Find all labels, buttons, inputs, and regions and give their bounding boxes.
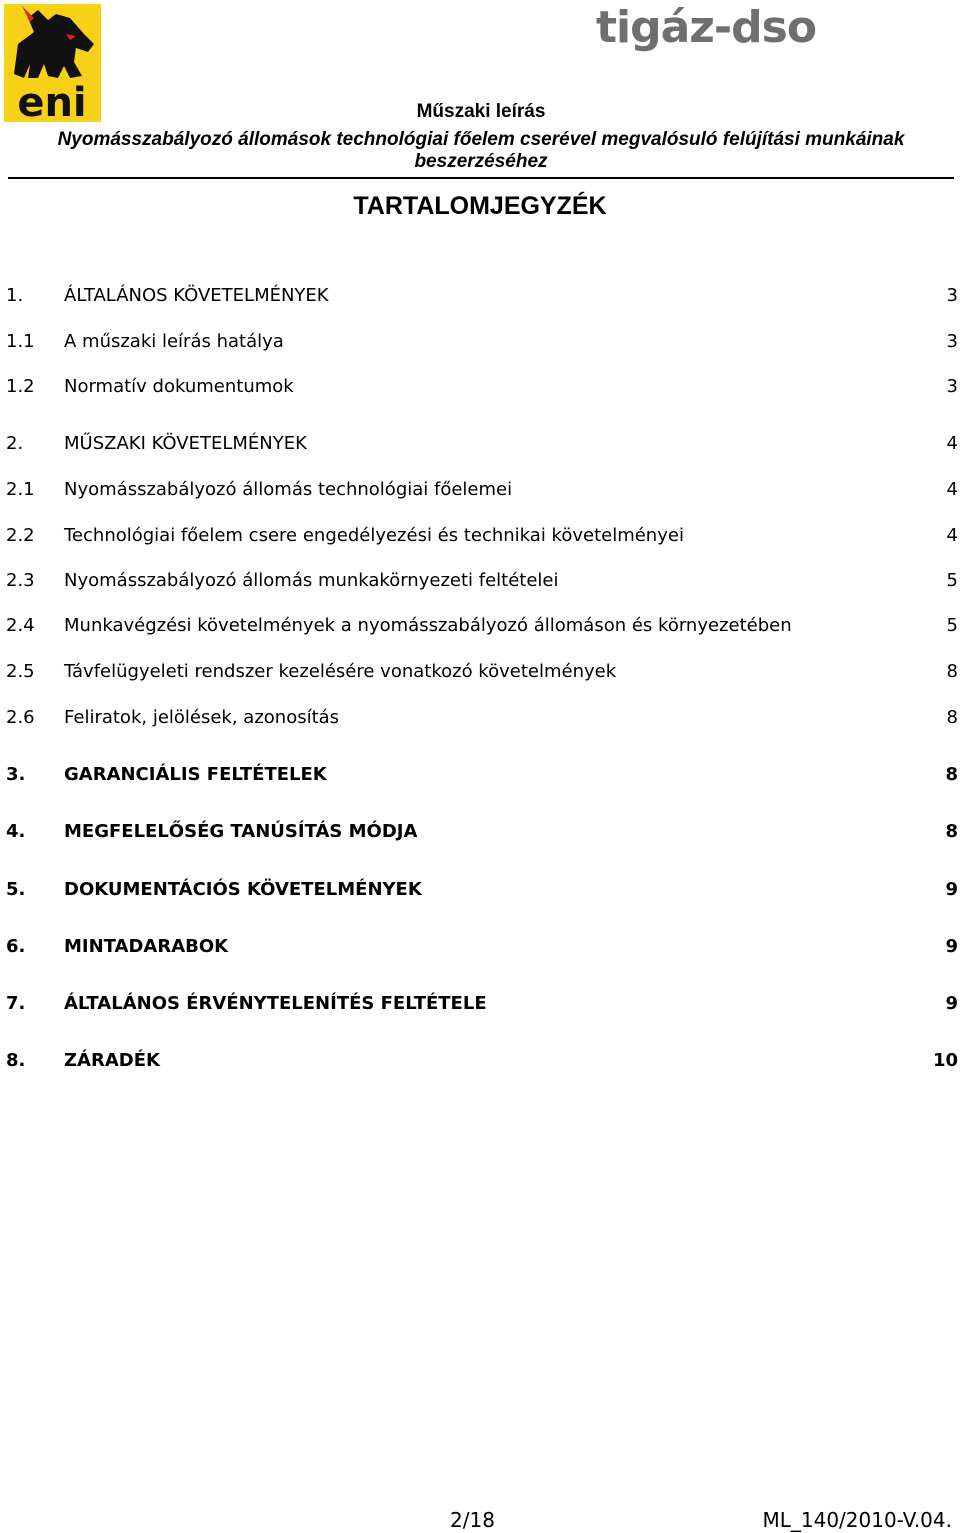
toc-entry[interactable] xyxy=(6,432,958,456)
toc-entry-page: 9 xyxy=(945,879,958,900)
toc-entry-page: 4 xyxy=(946,433,958,454)
toc-entry-page: 9 xyxy=(945,936,958,957)
doc-header-subtitle-line2: beszerzéséhez xyxy=(414,151,548,172)
toc-entry-page: 8 xyxy=(946,707,958,728)
toc-entry[interactable] xyxy=(6,478,958,502)
doc-header-subtitle xyxy=(8,129,954,173)
toc-entry-number: 2.3 xyxy=(6,570,35,591)
toc-entry-number: 1. xyxy=(6,285,24,306)
toc-entry-page: 8 xyxy=(946,661,958,682)
toc-entry-number: 6. xyxy=(6,936,26,957)
toc-entry-title: ÁLTALÁNOS KÖVETELMÉNYEK xyxy=(64,285,329,306)
toc-entry-title: Nyomásszabályozó állomás munkakörnyezeti feltételei xyxy=(64,570,559,591)
toc-entry-title: Feliratok, jelölések, azonosítás xyxy=(64,707,340,728)
toc-entry-title: MEGFELELŐSÉG TANÚSÍTÁS MÓDJA xyxy=(64,821,418,842)
toc-entry[interactable] xyxy=(6,992,958,1016)
toc-entry-title: Technológiai főelem csere engedélyezési és technikai követelményei xyxy=(64,525,684,546)
toc-entry-page: 4 xyxy=(946,479,958,500)
toc-entry-page: 3 xyxy=(946,376,958,397)
toc-entry-title: Munkavégzési követelmények a nyomásszabályozó állomáson és környezetében xyxy=(64,615,792,636)
toc-entry-number: 5. xyxy=(6,879,26,900)
toc-entry-page: 9 xyxy=(945,993,958,1014)
svg-text:eni: eni xyxy=(17,80,87,122)
toc-entry-page: 3 xyxy=(946,285,958,306)
toc-entry[interactable] xyxy=(6,935,958,959)
toc-entry-number: 1.2 xyxy=(6,376,35,397)
toc-entry-title: Távfelügyeleti rendszer kezelésére vonatkozó követelmények xyxy=(64,661,617,682)
toc-entry-page: 10 xyxy=(932,1050,958,1071)
toc-title: TARTALOMJEGYZÉK xyxy=(353,192,607,220)
toc-entry-number: 3. xyxy=(6,764,26,785)
toc-entry-title: DOKUMENTÁCIÓS KÖVETELMÉNYEK xyxy=(64,879,422,900)
toc-entry-number: 8. xyxy=(6,1050,26,1071)
toc-entry-number: 2. xyxy=(6,433,24,454)
toc-entry[interactable] xyxy=(6,375,958,399)
toc-entry-title: MŰSZAKI KÖVETELMÉNYEK xyxy=(64,433,307,454)
toc-entry-page: 5 xyxy=(946,615,958,636)
toc-entry[interactable] xyxy=(6,878,958,902)
toc-entry[interactable] xyxy=(6,1049,958,1073)
toc-entry-number: 7. xyxy=(6,993,26,1014)
toc-entry[interactable] xyxy=(6,763,958,787)
header-divider xyxy=(8,177,954,179)
toc-entry-number: 2.2 xyxy=(6,525,35,546)
toc-entry[interactable] xyxy=(6,284,958,308)
page-number: 2/18 xyxy=(450,1508,495,1532)
toc-entry[interactable] xyxy=(6,330,958,354)
toc-entry[interactable] xyxy=(6,820,958,844)
toc-entry-number: 4. xyxy=(6,821,26,842)
toc-entry-number: 2.6 xyxy=(6,707,35,728)
toc-entry-title: ZÁRADÉK xyxy=(64,1050,160,1071)
toc-entry-title: MINTADARABOK xyxy=(64,936,229,957)
toc-entry-title: ÁLTALÁNOS ÉRVÉNYTELENÍTÉS FELTÉTELE xyxy=(64,993,487,1014)
toc-entry-title: A műszaki leírás hatálya xyxy=(64,331,284,352)
toc-entry-title: GARANCIÁLIS FELTÉTELEK xyxy=(64,764,327,785)
tigaz-dso-logo: tigáz-dso xyxy=(596,2,817,53)
toc-entry-title: Nyomásszabályozó állomás technológiai főelemei xyxy=(64,479,513,500)
toc-entry-number: 2.1 xyxy=(6,479,35,500)
toc-entry[interactable] xyxy=(6,569,958,593)
toc-entry[interactable] xyxy=(6,614,958,638)
toc-entry[interactable] xyxy=(6,524,958,548)
toc-entry[interactable] xyxy=(6,706,958,730)
doc-header-subtitle-line1: Nyomásszabályozó állomások technológiai főelem cserével megvalósuló felújítási munkáinak xyxy=(57,129,905,150)
toc-entry-page: 3 xyxy=(946,331,958,352)
toc-entry-page: 5 xyxy=(946,570,958,591)
toc-entry-number: 2.5 xyxy=(6,661,35,682)
toc-entry-number: 2.4 xyxy=(6,615,35,636)
toc-entry-number: 1.1 xyxy=(6,331,35,352)
document-id: ML_140/2010-V.04. xyxy=(762,1508,952,1532)
toc-entry-title: Normatív dokumentumok xyxy=(64,376,294,397)
toc-entry-page: 8 xyxy=(945,821,958,842)
toc-entry-page: 8 xyxy=(945,764,958,785)
doc-header-title: Műszaki leírás xyxy=(416,101,546,122)
toc-entry-page: 4 xyxy=(946,525,958,546)
toc-entry[interactable] xyxy=(6,660,958,684)
